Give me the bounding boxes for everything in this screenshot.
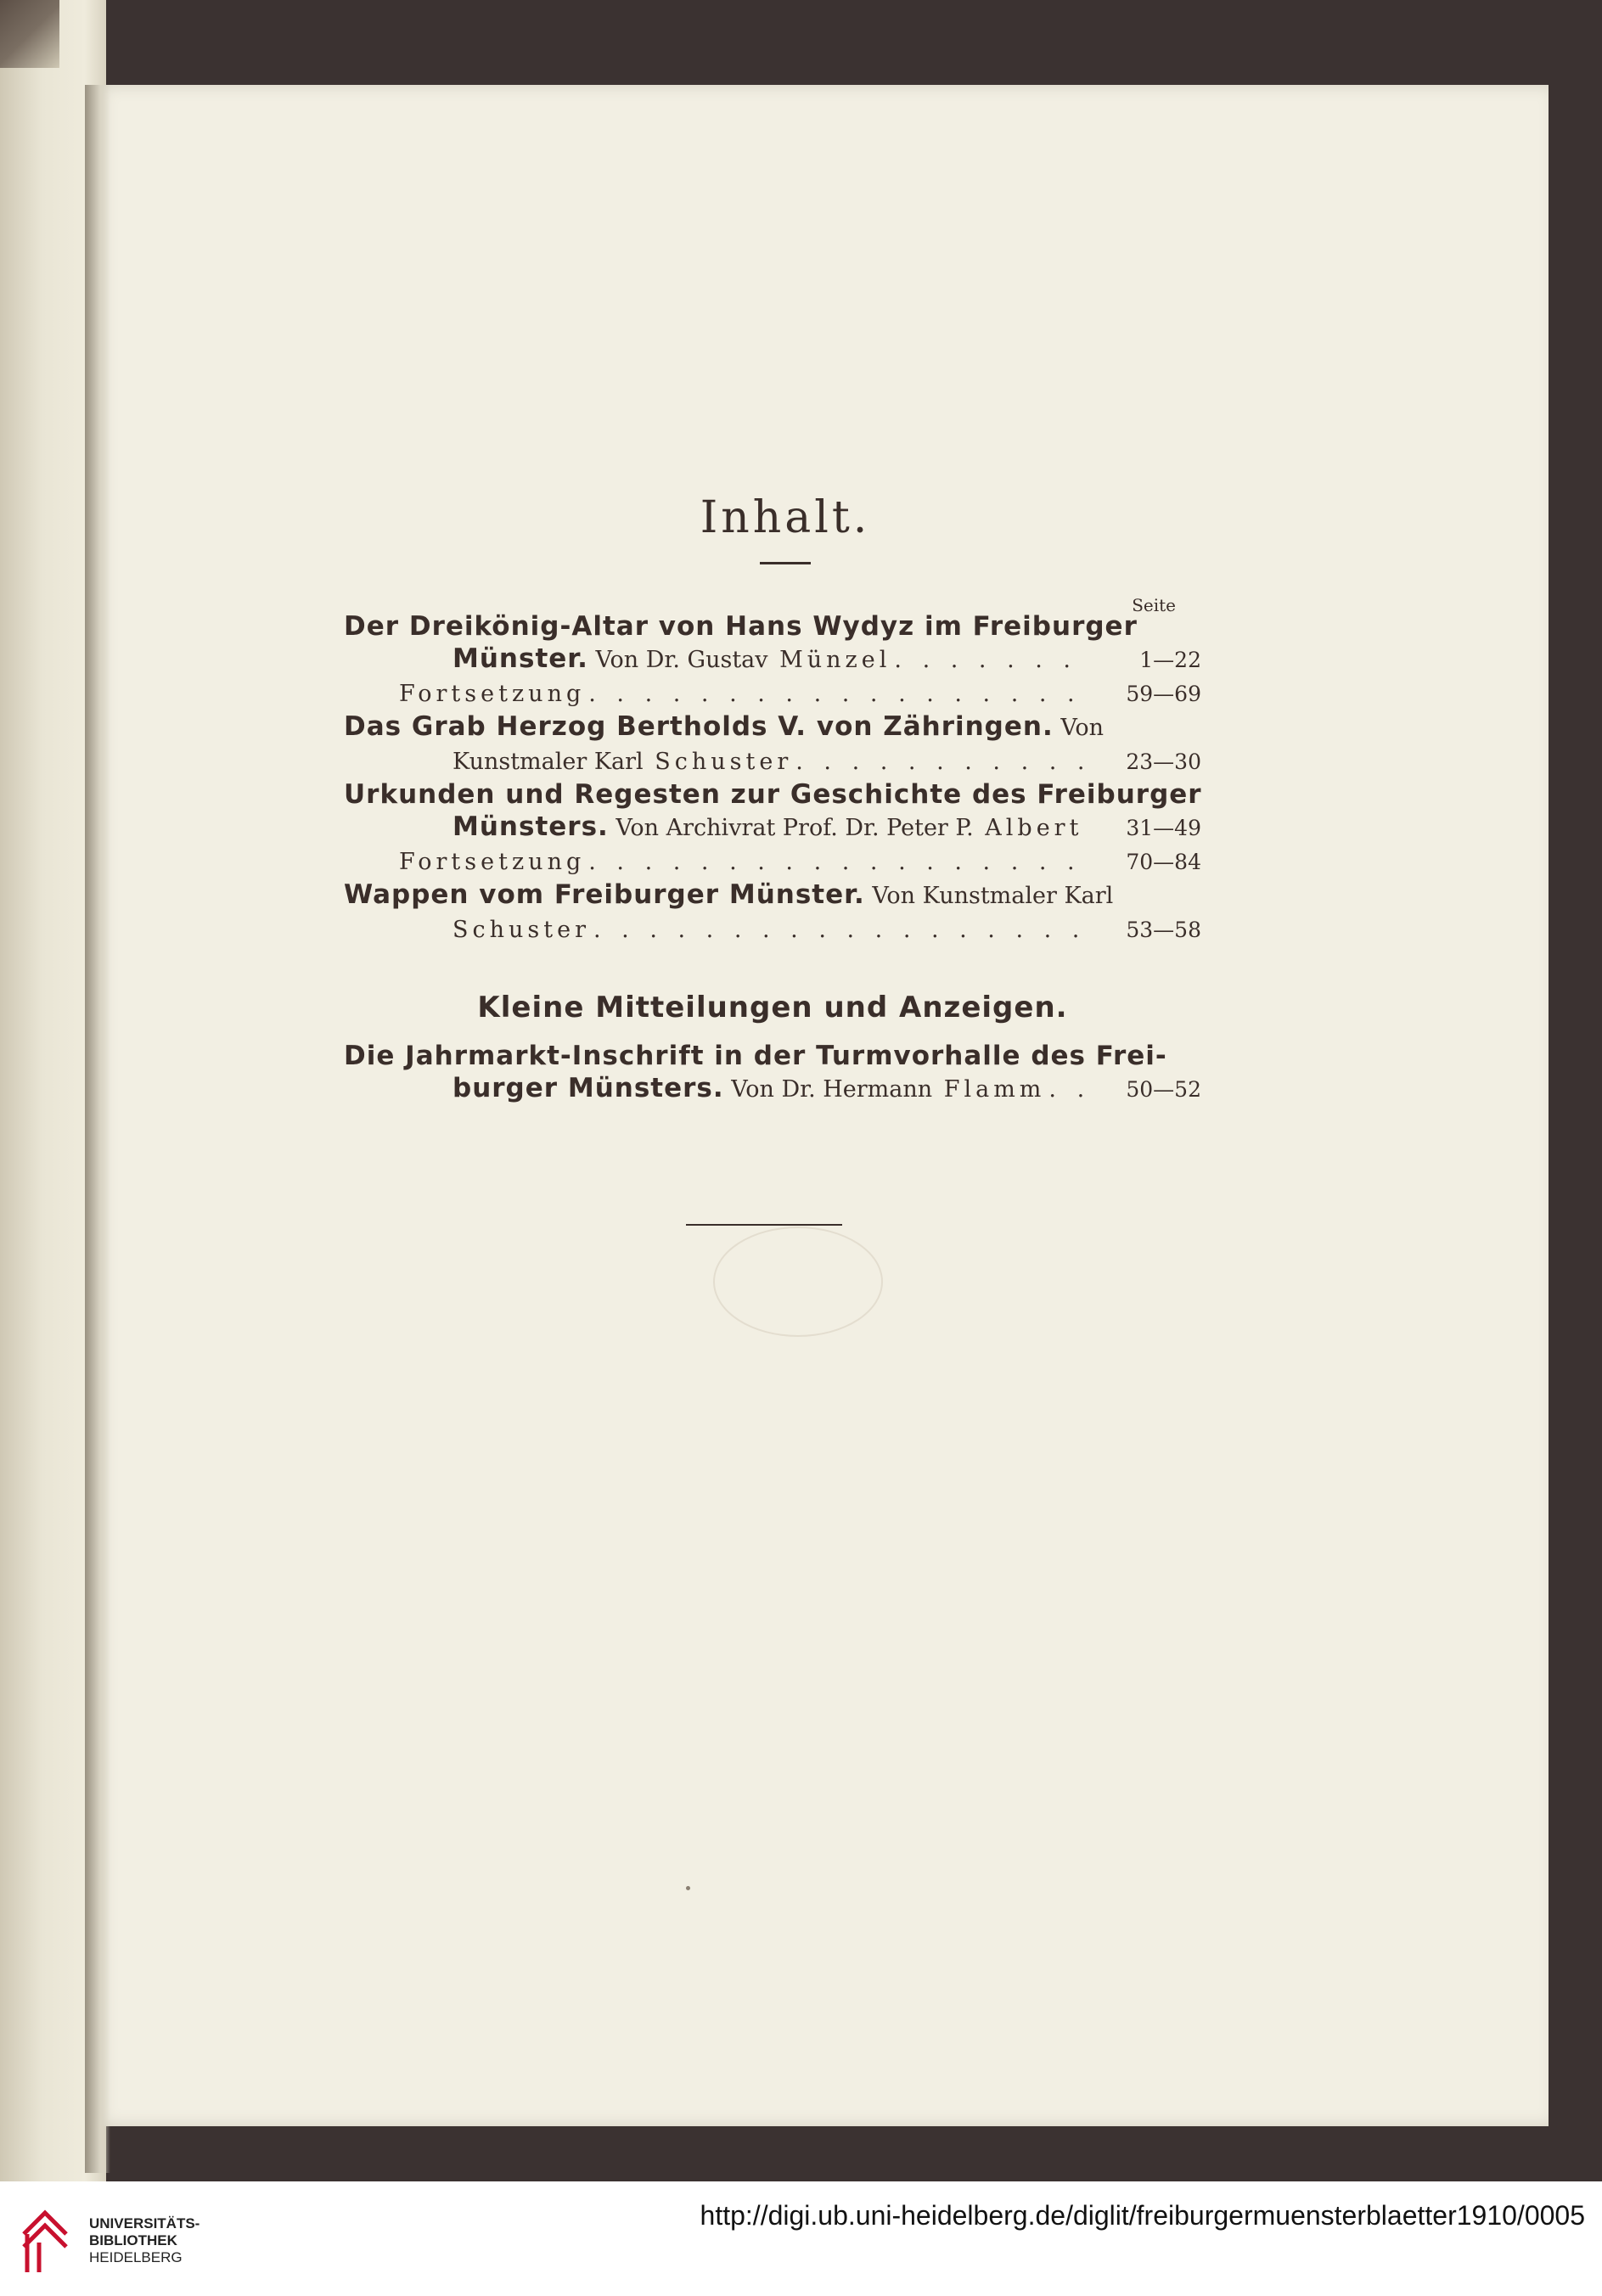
toc-author-name: Schuster (643, 749, 793, 775)
toc-main-list (344, 610, 1201, 946)
toc-entry (344, 710, 1201, 778)
toc-author-text: Von Dr. Gustav (587, 647, 768, 673)
toc-page-range: 1—22 (1139, 648, 1201, 672)
toc-line (344, 845, 1201, 879)
page-title: Inhalt. (700, 492, 871, 543)
leader-dots (588, 678, 1088, 710)
toc-line-text (399, 676, 585, 710)
library-logo-icon (15, 2200, 75, 2276)
toc-author-name: Fortsetzung (399, 681, 586, 707)
title-rule (760, 562, 811, 564)
toc-title-bold: Münsters. (452, 811, 609, 842)
toc-author-name: Münzel (767, 647, 891, 673)
toc-page-range: 53—58 (1126, 918, 1201, 942)
toc-line-text (452, 1072, 1045, 1106)
toc-line (344, 610, 1201, 643)
toc-line-text (344, 1040, 1167, 1072)
toc-line (344, 1040, 1201, 1072)
toc-entry (344, 610, 1201, 676)
footer-bar (0, 2181, 1602, 2296)
toc-line (344, 778, 1201, 811)
toc-entry (344, 778, 1201, 845)
toc-page-range: 70—84 (1126, 850, 1201, 874)
toc-entry (344, 1040, 1201, 1106)
toc-line (344, 710, 1201, 744)
toc-title-bold: burger Münsters. (452, 1073, 724, 1103)
toc-title-bold: Das Grab Herzog Bertholds V. von Zähringen. (344, 711, 1054, 742)
library-name-line3: HEIDELBERG (89, 2249, 183, 2265)
toc-line (344, 879, 1201, 912)
leader-dots (1086, 812, 1088, 845)
library-name (89, 2215, 200, 2266)
toc-line (344, 643, 1201, 676)
toc-page-range: 31—49 (1126, 816, 1201, 840)
toc-author-text: Von Kunstmaler Karl (864, 883, 1114, 909)
toc-author-name: Albert (973, 815, 1083, 841)
toc-line (344, 744, 1201, 778)
toc-author-text: Kunstmaler Karl (452, 749, 644, 775)
page-gutter (85, 85, 110, 2173)
toc-line (344, 676, 1201, 710)
toc-line-text (452, 811, 1082, 845)
paper-speck (686, 1886, 690, 1890)
toc-author-text: Von (1053, 715, 1104, 741)
toc-line-text (344, 778, 1202, 811)
toc-line-text (399, 845, 585, 879)
book-corner (0, 0, 59, 68)
toc-page-range: 50—52 (1126, 1077, 1201, 1102)
library-name-line1: UNIVERSITÄTS- (89, 2215, 200, 2231)
toc-line (344, 912, 1201, 946)
toc-author-name: Schuster (452, 917, 590, 943)
toc-title-bold: Der Dreikönig-Altar von Hans Wydyz im Freiburger (344, 611, 1138, 642)
leader-dots (1048, 1074, 1088, 1106)
leader-dots (795, 746, 1088, 778)
toc-author-text: Von Archivrat Prof. Dr. Peter P. (608, 815, 974, 841)
toc-line (344, 1072, 1201, 1106)
toc-author-name: Flamm (932, 1076, 1046, 1103)
toc-small-list (344, 1040, 1201, 1106)
toc-page-range: 23—30 (1126, 749, 1201, 774)
seite-label: Seite (1132, 595, 1176, 615)
toc-author-name: Fortsetzung (399, 849, 586, 875)
toc-entry (344, 845, 1201, 879)
toc-line-text (452, 912, 590, 946)
toc-line-text (344, 879, 1113, 912)
library-name-line2: BIBLIOTHEK (89, 2232, 177, 2248)
toc-entry (344, 879, 1201, 946)
toc-line-text (452, 643, 891, 676)
table-of-contents (344, 492, 1201, 1106)
toc-title-bold: Die Jahrmarkt-Inschrift in der Turmvorhalle des Frei- (344, 1041, 1167, 1071)
toc-title-bold: Wappen vom Freiburger Münster. (344, 879, 865, 910)
toc-title-bold: Urkunden und Regesten zur Geschichte des Freiburger (344, 779, 1202, 810)
section-heading: Kleine Mitteilungen und Anzeigen. (477, 991, 1068, 1024)
toc-entry (344, 676, 1201, 710)
toc-line-text (344, 610, 1138, 643)
toc-line-text (452, 744, 792, 778)
toc-title-bold: Münster. (452, 643, 588, 674)
faint-stamp (713, 1227, 883, 1337)
leader-dots (894, 644, 1088, 676)
end-rule (686, 1224, 842, 1226)
toc-page-range: 59—69 (1126, 682, 1201, 706)
toc-line-text (344, 710, 1104, 744)
source-url[interactable]: http://digi.ub.uni-heidelberg.de/diglit/freiburgermuensterblaetter1910/0005 (700, 2200, 1585, 2231)
leader-dots (588, 846, 1088, 879)
toc-line (344, 811, 1201, 845)
toc-author-text: Von Dr. Hermann (723, 1076, 933, 1103)
leader-dots (593, 914, 1088, 946)
